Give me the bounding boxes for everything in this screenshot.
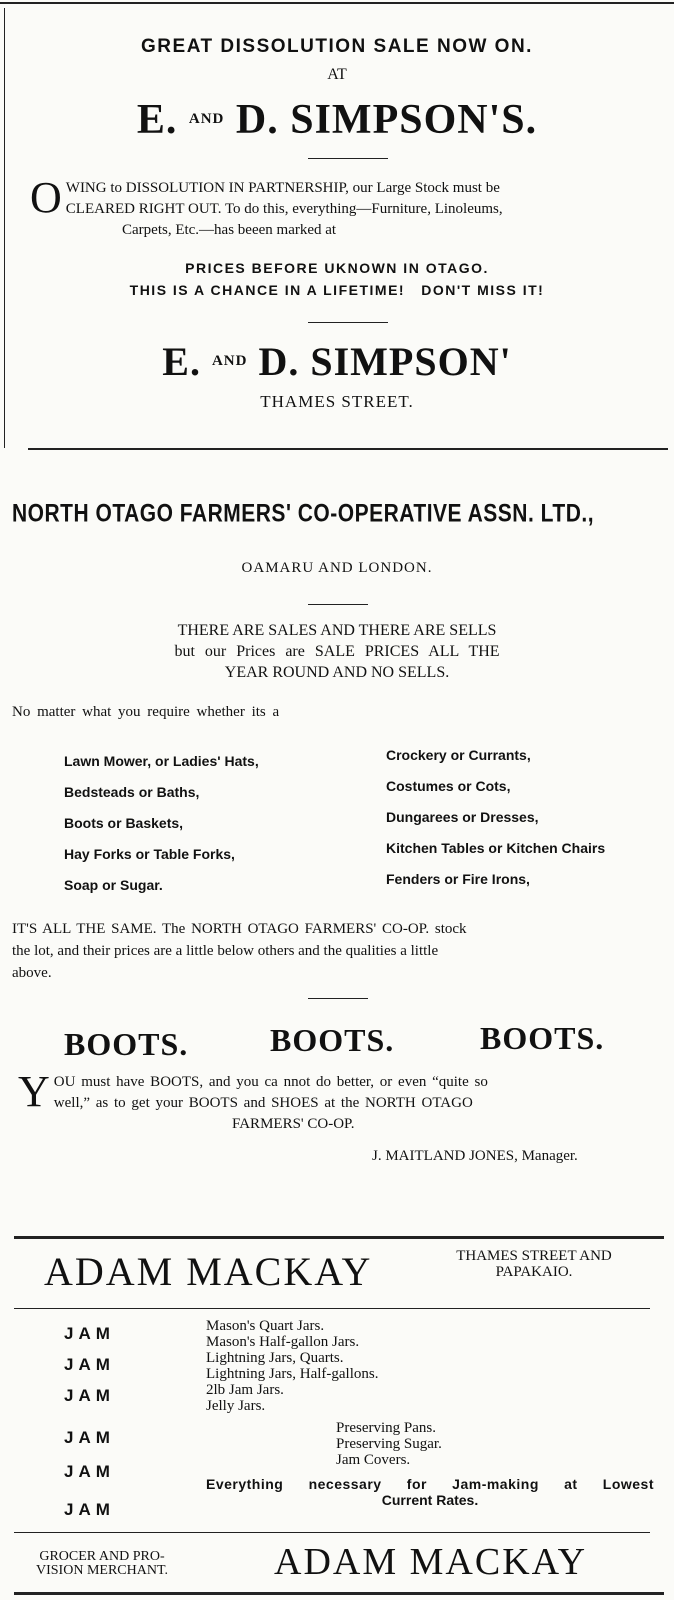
list-item: 2lb Jam Jars. bbox=[206, 1382, 284, 1398]
jam-label: JAM bbox=[64, 1324, 115, 1343]
dropcap: Y bbox=[18, 1067, 50, 1116]
divider bbox=[308, 604, 368, 605]
list-item: Hay Forks or Table Forks, bbox=[64, 846, 235, 862]
simpson-headline: GREAT DISSOLUTION SALE NOW ON. bbox=[141, 36, 533, 57]
preserving-list bbox=[336, 1420, 442, 1468]
body-line: WING to DISSOLUTION IN PARTNERSHIP, our Large Stock must be bbox=[65, 180, 500, 196]
list-item: Kitchen Tables or Kitchen Chairs bbox=[386, 840, 606, 856]
divider bbox=[308, 158, 388, 159]
sales-line: THERE ARE SALES AND THERE ARE SELLS bbox=[177, 622, 497, 639]
body-line: FARMERS' CO-OP. bbox=[232, 1116, 355, 1132]
list-item: Preserving Sugar. bbox=[336, 1436, 442, 1452]
body-line: Carpets, Etc.—has beeen marked at bbox=[122, 222, 337, 238]
divider bbox=[14, 1532, 650, 1533]
jar-list bbox=[206, 1318, 378, 1414]
items-right-list bbox=[386, 740, 605, 895]
firm-and: AND bbox=[188, 111, 225, 127]
farmers-location: OAMARU AND LONDON. bbox=[241, 560, 433, 576]
jam-label: JAM bbox=[64, 1500, 115, 1519]
grocer-line: VISION MERCHANT. bbox=[36, 1563, 168, 1578]
chance-line: THIS IS A CHANCE IN A LIFETIME! DON'T MISS IT! bbox=[129, 282, 545, 298]
sales-line: but our Prices are SALE PRICES ALL THE bbox=[174, 643, 500, 660]
footer-initial: E. bbox=[162, 339, 201, 384]
paragraph-line: above. bbox=[12, 965, 52, 981]
list-item: Lightning Jars, Half-gallons. bbox=[206, 1366, 379, 1382]
simpson-street: THAMES STREET. bbox=[260, 392, 414, 411]
boots-heading-1: BOOTS. bbox=[64, 1026, 189, 1062]
footer-name: D. SIMPSON' bbox=[258, 339, 512, 384]
boots-body bbox=[18, 1067, 668, 1135]
jam-label: JAM bbox=[64, 1428, 115, 1447]
list-item: Soap or Sugar. bbox=[64, 877, 163, 893]
divider bbox=[308, 322, 388, 323]
farmers-headline: NORTH OTAGO FARMERS' CO-OPERATIVE ASSN. LTD., bbox=[12, 500, 595, 528]
list-item: Jelly Jars. bbox=[206, 1398, 266, 1414]
same-paragraph bbox=[12, 918, 662, 984]
note-line: Current Rates. bbox=[381, 1492, 479, 1508]
items-left-list bbox=[64, 746, 259, 901]
list-item: Boots or Baskets, bbox=[64, 815, 184, 831]
paragraph-line: IT'S ALL THE SAME. The NORTH OTAGO FARMERS' CO-OP. stock bbox=[12, 921, 467, 937]
list-item: Preserving Pans. bbox=[336, 1420, 436, 1436]
list-item: Crockery or Currants, bbox=[386, 747, 531, 763]
jam-label: JAM bbox=[64, 1462, 115, 1481]
dropcap: O bbox=[30, 173, 62, 222]
bottom-border bbox=[14, 1592, 664, 1595]
mackay-footer-name: ADAM MACKAY bbox=[274, 1541, 588, 1583]
firm-initial: E. bbox=[136, 97, 178, 143]
firm-name: D. SIMPSON'S. bbox=[235, 97, 538, 143]
list-item: Bedsteads or Baths, bbox=[64, 784, 200, 800]
address-line: THAMES STREET AND bbox=[456, 1248, 612, 1264]
jam-label: JAM bbox=[64, 1355, 115, 1374]
farmers-intro: No matter what you require whether its a bbox=[12, 704, 280, 720]
boots-heading-2: BOOTS. bbox=[270, 1022, 395, 1058]
simpson-at: AT bbox=[327, 66, 347, 83]
section-divider bbox=[14, 1236, 664, 1239]
divider bbox=[14, 1308, 650, 1309]
top-border bbox=[0, 2, 674, 4]
list-item: Dungarees or Dresses, bbox=[386, 809, 539, 825]
simpson-footer-title bbox=[0, 338, 674, 385]
list-item: Mason's Half-gallon Jars. bbox=[206, 1334, 360, 1350]
everything-note bbox=[206, 1476, 654, 1508]
note-line: Everything necessary for Jam-making at Lowest bbox=[206, 1476, 654, 1492]
prices-line: PRICES BEFORE UKNOWN IN OTAGO. bbox=[185, 260, 489, 276]
footer-and: AND bbox=[211, 353, 248, 369]
manager-signature: J. MAITLAND JONES, Manager. bbox=[372, 1148, 578, 1164]
sales-line: YEAR ROUND AND NO SELLS. bbox=[224, 664, 450, 681]
simpson-body bbox=[30, 173, 670, 241]
jam-label: JAM bbox=[64, 1386, 115, 1405]
divider bbox=[308, 998, 368, 999]
list-item: Costumes or Cots, bbox=[386, 778, 511, 794]
grocer-label bbox=[36, 1550, 168, 1578]
list-item: Mason's Quart Jars. bbox=[206, 1318, 325, 1334]
simpson-firm-title bbox=[0, 96, 674, 144]
mackay-name: ADAM MACKAY bbox=[44, 1249, 373, 1294]
paragraph-line: the lot, and their prices are a little below others and the qualities a little bbox=[12, 943, 439, 959]
body-line: OU must have BOOTS, and you ca nnot do better, or even “quite so bbox=[53, 1074, 488, 1090]
boots-heading-3: BOOTS. bbox=[480, 1020, 605, 1056]
list-item: Lightning Jars, Quarts. bbox=[206, 1350, 344, 1366]
address-line: PAPAKAIO. bbox=[495, 1264, 573, 1280]
section-divider bbox=[28, 448, 668, 450]
sales-block bbox=[0, 620, 674, 683]
list-item: Fenders or Fire Irons, bbox=[386, 871, 530, 887]
mackay-address bbox=[424, 1248, 644, 1280]
grocer-line: GROCER AND PRO- bbox=[39, 1549, 165, 1564]
list-item: Jam Covers. bbox=[336, 1452, 411, 1468]
list-item: Lawn Mower, or Ladies' Hats, bbox=[64, 753, 259, 769]
body-line: CLEARED RIGHT OUT. To do this, everything—Furniture, Linoleums, bbox=[65, 201, 503, 217]
body-line: well,” as to get your BOOTS and SHOES at the NORTH OTAGO bbox=[53, 1095, 473, 1111]
